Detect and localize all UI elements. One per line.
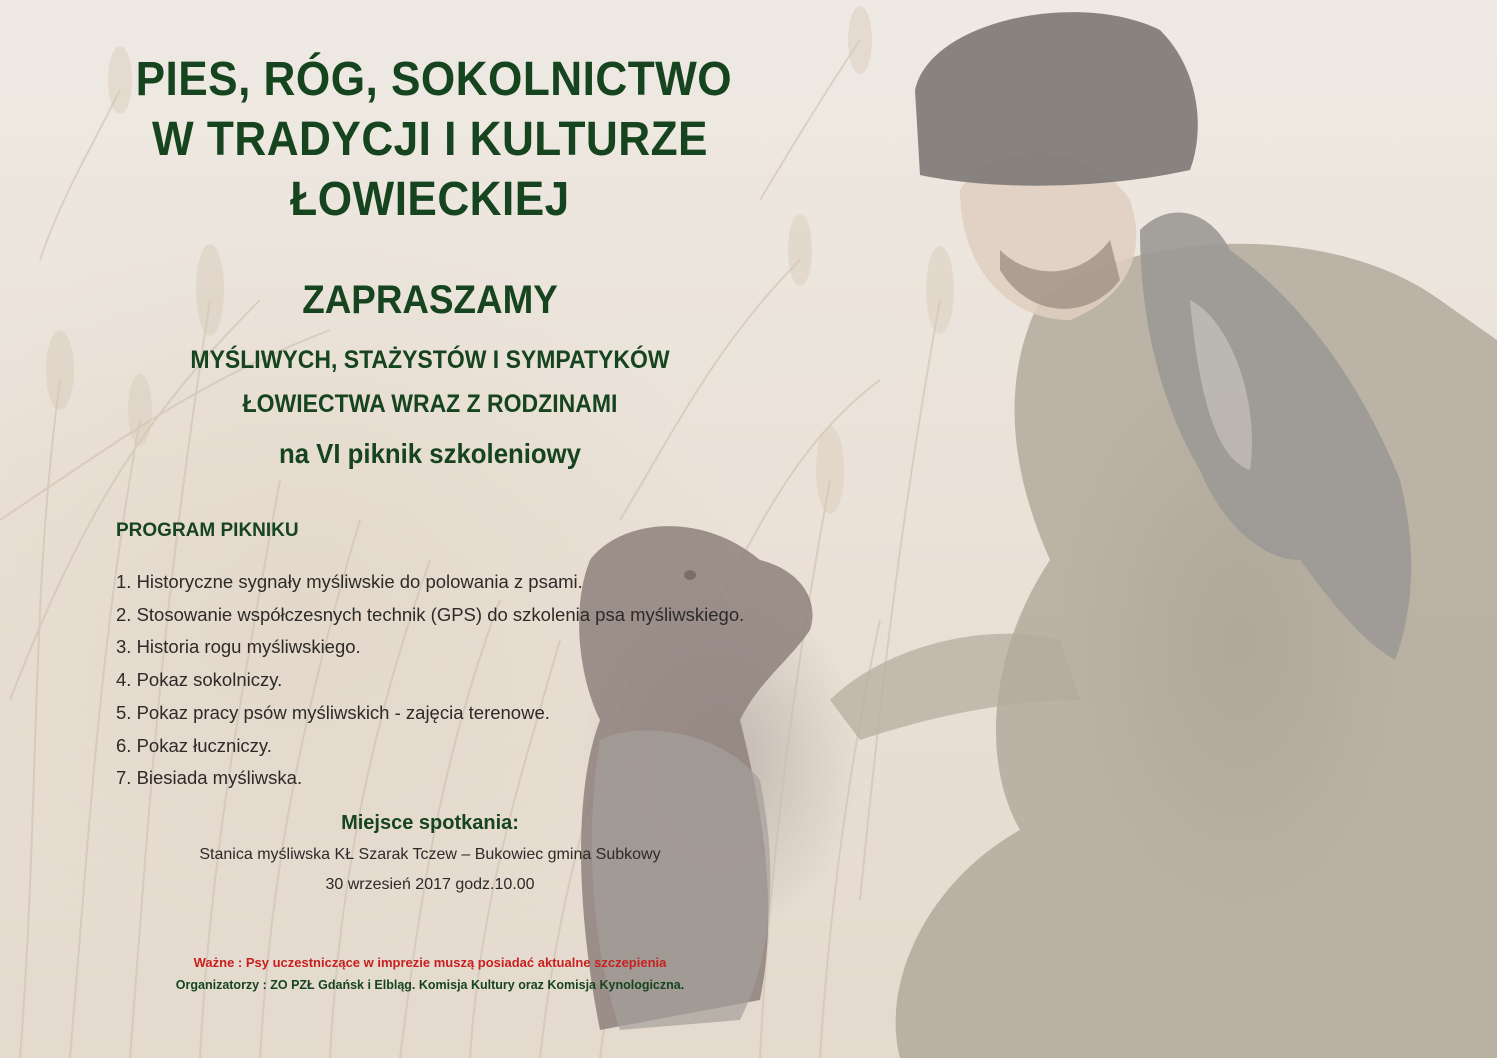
program-heading: PROGRAM PIKNIKU — [116, 520, 299, 541]
program-item: 3. Historia rogu myśliwskiego. — [116, 636, 361, 658]
invite-heading: ZAPRASZAMY — [302, 278, 558, 322]
program-list — [116, 566, 744, 795]
title-line: PIES, RÓG, SOKOLNICTWO — [135, 53, 733, 106]
vaccination-notice: Ważne : Psy uczestniczące w imprezie muszą posiadać aktualne szczepienia — [193, 955, 667, 970]
audience-line: MYŚLIWYCH, STAŻYSTÓW I SYMPATYKÓW — [190, 346, 670, 374]
organizers-text: Organizatorzy : ZO PZŁ Gdańsk i Elbląg. Komisja Kultury oraz Komisja Kynologiczna. — [175, 978, 685, 992]
program-item: 2. Stosowanie współczesnych technik (GPS) do szkolenia psa myśliwskiego. — [116, 603, 745, 625]
title-line: ŁOWIECKIEJ — [290, 173, 570, 226]
program-item: 5. Pokaz pracy psów myśliwskich - zajęcia terenowe. — [116, 701, 550, 723]
title-line: W TRADYCJI I KULTURZE — [152, 113, 708, 166]
audience-line: ŁOWIECTWA WRAZ Z RODZINAMI — [242, 390, 618, 418]
program-item: 6. Pokaz łuczniczy. — [116, 734, 272, 756]
meeting-heading: Miejsce spotkania: — [341, 812, 519, 834]
poster-title — [135, 50, 733, 230]
meeting-place: Stanica myśliwska KŁ Szarak Tczew – Bukowiec gmina Subkowy — [199, 846, 661, 863]
program-item: 4. Pokaz sokolniczy. — [116, 669, 283, 691]
program-item: 7. Biesiada myśliwska. — [116, 767, 303, 789]
event-subtitle: na VI piknik szkoleniowy — [278, 438, 582, 469]
program-item: 1. Historyczne sygnały myśliwskie do polowania z psami. — [116, 571, 583, 592]
audience-text — [136, 338, 725, 426]
meeting-date: 30 wrzesień 2017 godz.10.00 — [325, 876, 535, 893]
